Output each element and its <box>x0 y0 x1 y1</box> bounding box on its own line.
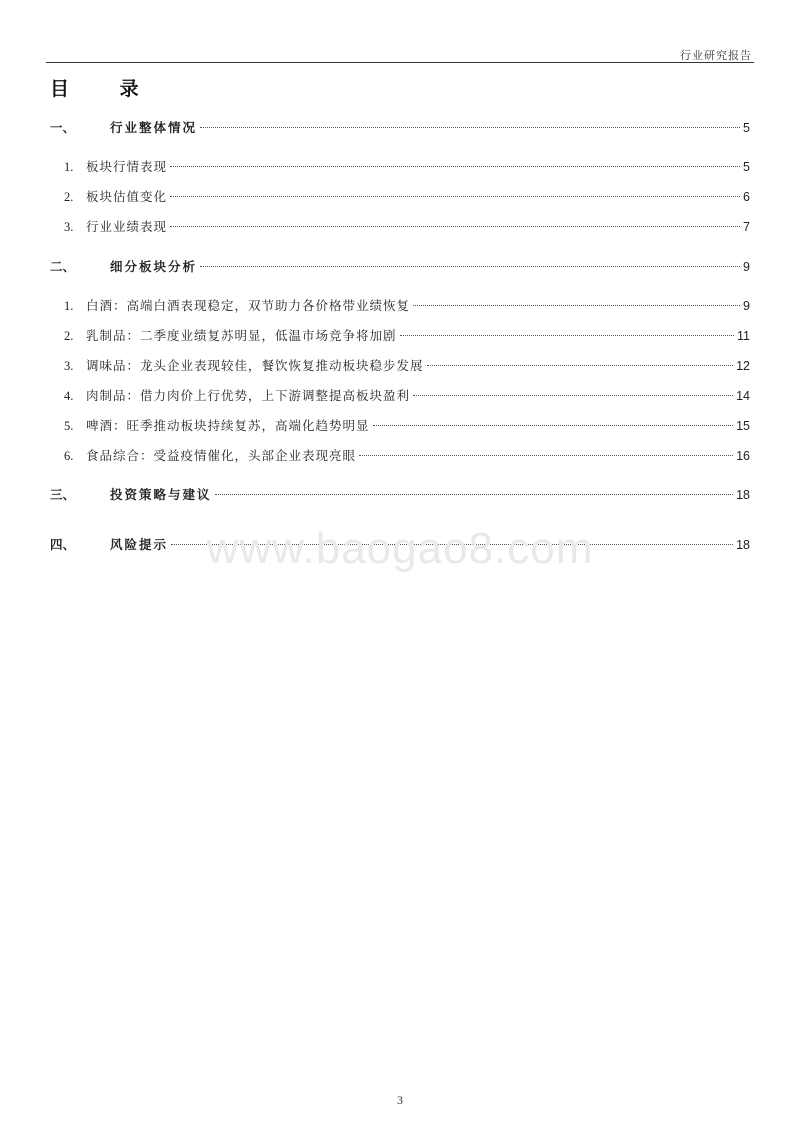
toc-dot-leader <box>413 395 733 396</box>
page-number: 3 <box>397 1093 403 1107</box>
toc-entry-text: 板块估值变化 <box>86 189 168 204</box>
toc-entry[interactable] <box>64 446 750 464</box>
toc-entry-number: 3. <box>64 359 74 373</box>
toc-entry[interactable] <box>64 296 750 314</box>
toc-entry-number: 2. <box>64 190 74 204</box>
toc-entry[interactable] <box>50 485 750 503</box>
toc-entry-number: 三、 <box>50 487 76 502</box>
toc-dot-leader <box>170 166 740 167</box>
toc-entry-text: 肉制品：借力肉价上行优势，上下游调整提高板块盈利 <box>86 388 411 403</box>
toc-entry[interactable] <box>64 416 750 434</box>
toc-entry-number: 二、 <box>50 259 76 274</box>
toc-entry[interactable] <box>64 217 750 235</box>
toc-entry[interactable] <box>64 326 750 344</box>
toc-entry-page: 6 <box>743 190 750 204</box>
toc-dot-leader <box>200 127 740 128</box>
toc-entry-page: 5 <box>743 160 750 174</box>
toc-entry-number: 1. <box>64 299 74 313</box>
toc-entry-number: 5. <box>64 419 74 433</box>
toc-dot-leader <box>170 226 740 227</box>
toc-entry-text: 行业业绩表现 <box>86 219 168 234</box>
toc-entry[interactable] <box>50 257 750 275</box>
toc-entry-text: 细分板块分析 <box>110 259 198 274</box>
toc-entry-text: 调味品：龙头企业表现较佳，餐饮恢复推动板块稳步发展 <box>86 358 424 373</box>
toc-entry-number: 4. <box>64 389 74 403</box>
toc-entry[interactable] <box>64 386 750 404</box>
toc-entry-page: 9 <box>743 299 750 313</box>
toc-entry-text: 啤酒：旺季推动板块持续复苏，高端化趋势明显 <box>86 418 370 433</box>
toc-entry-number: 1. <box>64 160 74 174</box>
toc-title: 目 录 <box>50 78 161 100</box>
toc-entry-page: 5 <box>743 121 750 135</box>
toc-entry-number: 四、 <box>50 537 76 552</box>
toc-entry-text: 乳制品：二季度业绩复苏明显，低温市场竞争将加剧 <box>86 328 397 343</box>
toc-entry[interactable] <box>50 535 750 553</box>
toc-dot-leader <box>413 305 740 306</box>
toc-entry-text: 行业整体情况 <box>110 120 198 135</box>
toc-entry-page: 16 <box>736 449 750 463</box>
toc-dot-leader <box>171 544 733 545</box>
toc-dot-leader <box>373 425 734 426</box>
toc-entry-number: 2. <box>64 329 74 343</box>
toc-dot-leader <box>427 365 734 366</box>
toc-entry[interactable] <box>50 118 750 136</box>
toc-entry[interactable] <box>64 356 750 374</box>
toc-entry-page: 18 <box>736 538 750 552</box>
toc-entry-text: 投资策略与建议 <box>110 487 212 502</box>
header-label: 行业研究报告 <box>680 49 752 62</box>
toc-entry-page: 7 <box>743 220 750 234</box>
toc-entry-page: 12 <box>736 359 750 373</box>
watermark: www.baogao8.com <box>206 524 594 573</box>
toc-entry[interactable] <box>64 187 750 205</box>
toc-entry-text: 食品综合：受益疫情催化，头部企业表现亮眼 <box>86 448 357 463</box>
toc-entry-page: 18 <box>736 488 750 502</box>
toc-entry-page: 11 <box>737 329 750 343</box>
toc-entry-page: 14 <box>736 389 750 403</box>
toc-entry-page: 9 <box>743 260 750 274</box>
toc-entry-number: 3. <box>64 220 74 234</box>
toc-entry-number: 6. <box>64 449 74 463</box>
toc-dot-leader <box>359 455 733 456</box>
toc-entry-number: 一、 <box>50 120 76 135</box>
toc-entry[interactable] <box>64 157 750 175</box>
toc-dot-leader <box>170 196 740 197</box>
toc-entry-text: 白酒：高端白酒表现稳定，双节助力各价格带业绩恢复 <box>86 298 411 313</box>
toc-entry-text: 板块行情表现 <box>86 159 168 174</box>
toc-dot-leader <box>215 494 734 495</box>
toc-entry-text: 风险提示 <box>110 537 169 552</box>
header-rule <box>46 62 754 63</box>
toc-dot-leader <box>400 335 735 336</box>
toc-entry-page: 15 <box>736 419 750 433</box>
toc-dot-leader <box>200 266 740 267</box>
